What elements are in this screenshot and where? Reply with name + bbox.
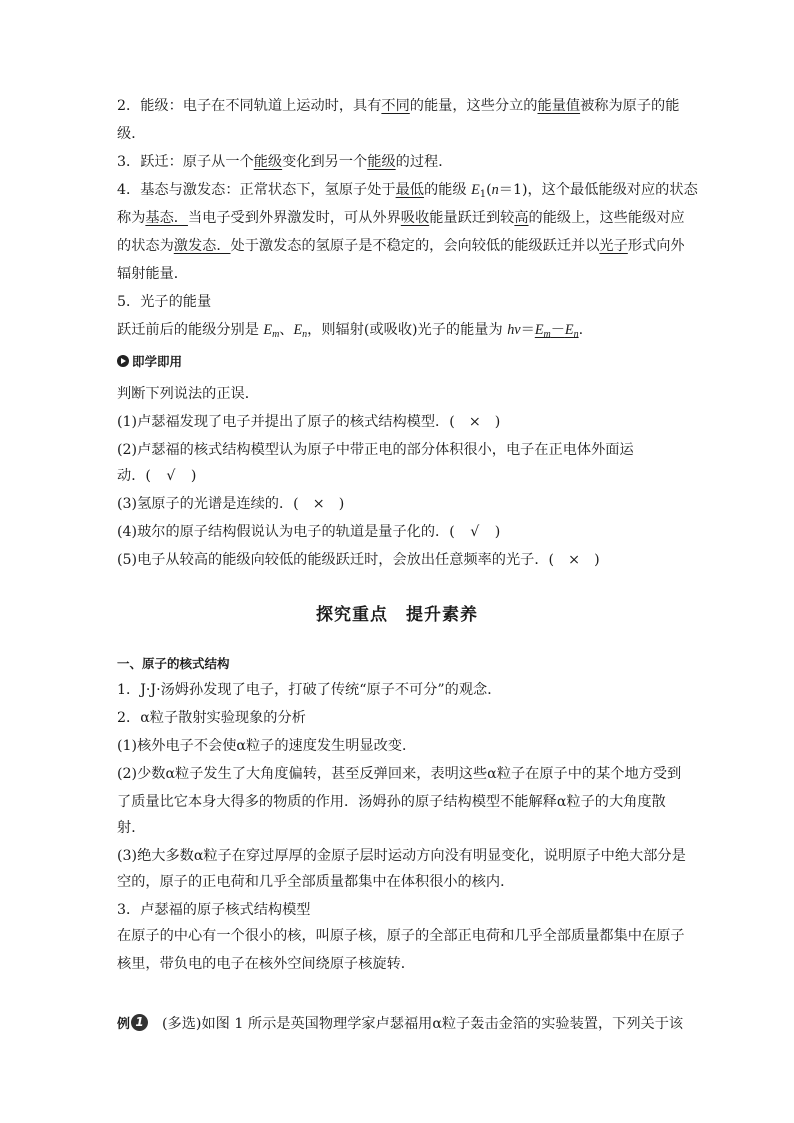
answer-mark: × [312,496,325,512]
section-heading: 探究重点 提升素养 [316,605,478,625]
section-p2-1: (1)核外电子不会使α粒子的速度发生明显改变． [117,738,417,754]
section-p3: 3．卢瑟福的原子核式结构模型 [117,902,311,918]
play-bullet-icon [117,355,129,367]
levels-item2-line1: 2．能级：电子在不同轨道上运动时，具有不同的能量，这些分立的能量值被称为原子的能 [117,98,680,114]
practice-q2-line1: (2)卢瑟福的核式结构模型认为原子中带正电的部分体积很小，电子在正电体外面运 [117,442,634,458]
levels-item4-line4: 辐射能量． [117,266,188,282]
section-p3-line2: 核里，带负电的电子在核外空间绕原子核旋转． [117,956,415,972]
example-1: 例 1 (多选)如图 1 所示是英国物理学家卢瑟福用α粒子轰击金箔的实验装置，下列关于该 [117,1015,684,1032]
section-p2-3-line1: (3)绝大多数α粒子在穿过厚厚的金原子层时运动方向没有明显变化，说明原子中绝大部分是 [117,848,686,864]
levels-item4-line1: 4．基态与激发态：正常状态下，氢原子处于最低的能级 $E_1(n=1)$，这个最低能级对应的状态 [117,182,698,200]
practice-intro: 判断下列说法的正误． [117,386,259,402]
practice-q3: (3)氢原子的光谱是连续的．( × ) [117,496,345,512]
practice-q2-line2: 动．( √ ) [117,468,197,484]
levels-item5-title: 5．光子的能量 [117,294,212,310]
levels-item4-line3: 的状态为激发态．处于激发态的氢原子是不稳定的，会向较低的能级跃迁并以光子形式向外 [117,238,685,254]
levels-item4-line2: 称为基态．当电子受到外界激发时，可从外界吸收能量跃迁到较高的能级上，这些能级对应 [117,210,685,226]
answer-mark: × [468,414,481,430]
practice-q4: (4)玻尔的原子结构假说认为电子的轨道是量子化的．( √ ) [117,524,501,540]
section-p2-2-line1: (2)少数α粒子发生了大角度偏转，甚至反弹回来，表明这些α粒子在原子中的某个地方受到 [117,766,682,782]
answer-mark: √ [166,468,176,484]
practice-q5: (5)电子从较高的能级向较低的能级跃迁时，会放出任意频率的光子．( × ) [117,552,600,568]
practice-title: 即学即用 [117,352,182,372]
example-label: 例 [117,1017,131,1032]
answer-mark: √ [470,524,480,540]
section-p1: 1．J·J·汤姆孙发现了电子，打破了传统“原子不可分”的观念． [117,682,502,698]
example-number-badge: 1 [131,1014,148,1031]
section-p2: 2．α粒子散射实验现象的分析 [117,710,306,726]
practice-q1: (1)卢瑟福发现了电子并提出了原子的核式结构模型．( × ) [117,414,501,430]
section-p2-2-line2: 了质量比它本身大得多的物质的作用．汤姆孙的原子结构模型不能解释α粒子的大角度散 [117,794,666,810]
answer-mark: × [568,552,581,568]
section-p2-2-line3: 射． [117,820,146,836]
section-p2-3-line2: 空的，原子的正电荷和几乎全部质量都集中在体积很小的核内． [117,874,515,890]
levels-item5-formula: 跃迁前后的能级分别是 $E_m$、$E_n$，则辐射(或吸收)光子的能量为 $h\nu=E_m-E_n$. [117,322,584,340]
levels-item3: 3．跃迁：原子从一个能级变化到另一个能级的过程． [117,154,453,170]
levels-item2-line2: 级． [117,126,146,142]
section-p3-line1: 在原子的中心有一个很小的核，叫原子核，原子的全部正电荷和几乎全部质量都集中在原子 [117,928,685,944]
section-subheading: 一、原子的核式结构 [117,656,230,671]
